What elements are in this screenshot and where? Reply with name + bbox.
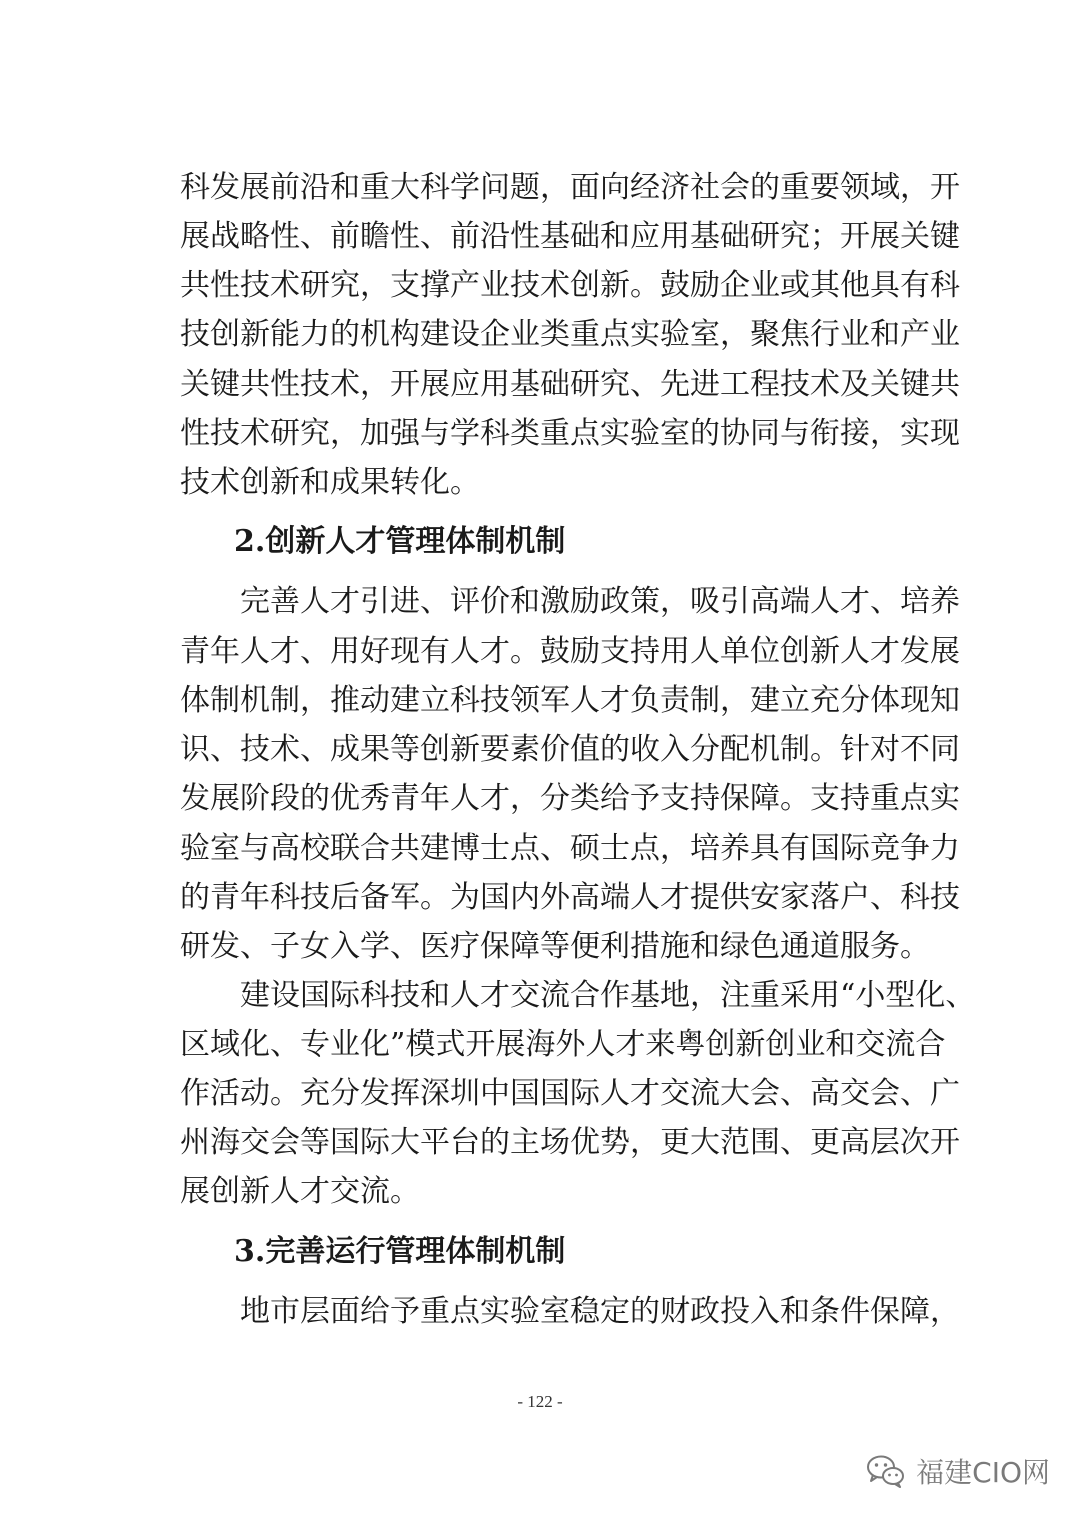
wechat-icon (866, 1454, 906, 1488)
paragraph-line: 技术创新和成果转化。 (180, 465, 480, 500)
paragraph-line: 地市层面给予重点实验室稳定的财政投入和条件保障， (180, 1294, 960, 1329)
paragraph-line: 州海交会等国际大平台的主场优势，更大范围、更高层次开 (180, 1125, 960, 1160)
page-number: - 122 - (517, 1392, 563, 1411)
paragraph-line: 技创新能力的机构建设企业类重点实验室，聚焦行业和产业 (180, 317, 960, 352)
paragraph-line: 的青年科技后备军。为国内外高端人才提供安家落户、科技 (180, 880, 960, 915)
section-heading: 3.完善运行管理体制机制 (234, 1234, 566, 1269)
paragraph-line: 展创新人才交流。 (180, 1174, 420, 1209)
paragraph-line: 青年人才、用好现有人才。鼓励支持用人单位创新人才发展 (180, 634, 960, 669)
paragraph-line: 识、技术、成果等创新要素价值的收入分配机制。针对不同 (180, 732, 960, 767)
paragraph-line: 建设国际科技和人才交流合作基地，注重采用“小型化、 (180, 978, 976, 1013)
watermark-text: 福建CIO网 (916, 1456, 1050, 1489)
paragraph-line: 关键共性技术，开展应用基础研究、先进工程技术及关键共 (180, 367, 960, 402)
paragraph-line: 发展阶段的优秀青年人才，分类给予支持保障。支持重点实 (180, 781, 960, 816)
paragraph-line: 完善人才引进、评价和激励政策，吸引高端人才、培养 (180, 584, 960, 619)
paragraph-line: 验室与高校联合共建博士点、硕士点，培养具有国际竞争力 (180, 831, 960, 866)
paragraph-line: 作活动。充分发挥深圳中国国际人才交流大会、高交会、广 (180, 1076, 960, 1111)
paragraph-line: 研发、子女入学、医疗保障等便利措施和绿色通道服务。 (180, 929, 930, 964)
paragraph-line: 科发展前沿和重大科学问题，面向经济社会的重要领域，开 (180, 170, 960, 205)
paragraph-line: 性技术研究，加强与学科类重点实验室的协同与衔接，实现 (180, 416, 960, 451)
paragraph-line: 区域化、专业化”模式开展海外人才来粤创新创业和交流合 (180, 1027, 946, 1062)
paragraph-line: 共性技术研究，支撑产业技术创新。鼓励企业或其他具有科 (180, 268, 960, 303)
watermark (866, 1446, 1050, 1496)
section-heading: 2.创新人才管理体制机制 (234, 524, 566, 559)
paragraph-line: 体制机制，推动建立科技领军人才负责制，建立充分体现知 (180, 683, 960, 718)
paragraph-line: 展战略性、前瞻性、前沿性基础和应用基础研究；开展关键 (180, 219, 960, 254)
